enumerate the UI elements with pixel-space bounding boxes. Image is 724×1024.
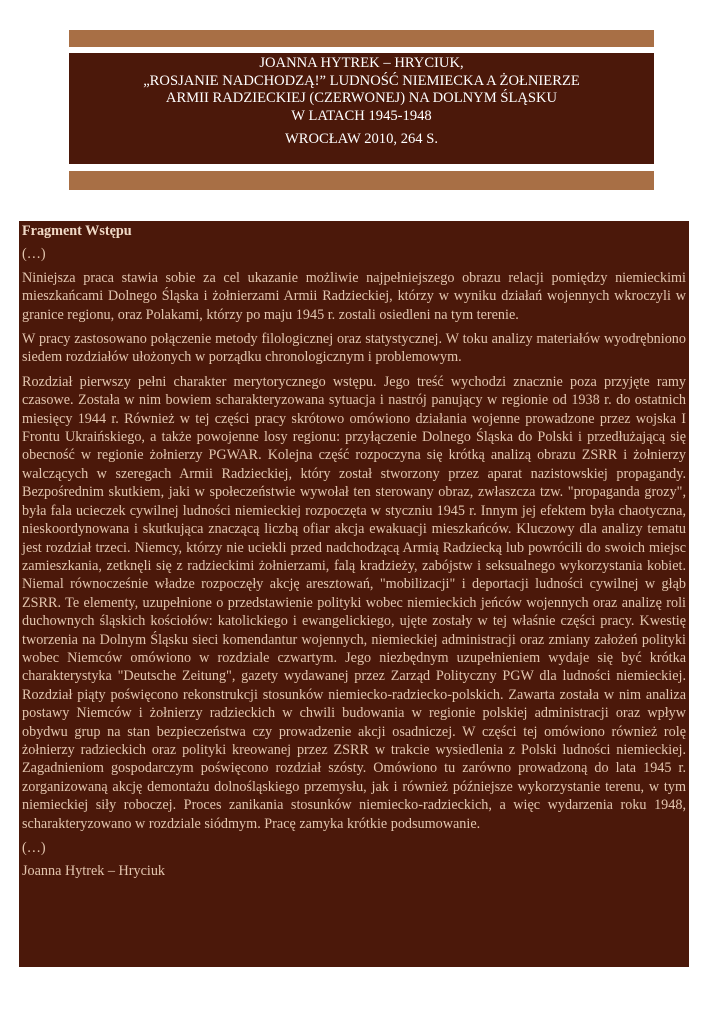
author-signature: Joanna Hytrek – Hryciuk — [22, 863, 166, 880]
bottom-decorative-band — [69, 171, 654, 190]
publication-info: WROCŁAW 2010, 264 S. — [284, 131, 438, 148]
book-title-line-2: ARMII RADZIECKIEJ (CZERWONEJ) NA DOLNYM ŚLĄSKU — [165, 90, 558, 107]
book-title-line-3: W LATACH 1945-1948 — [291, 107, 432, 124]
author-title-line: JOANNA HYTREK – HRYCIUK, — [259, 55, 464, 71]
ellipsis-start: (…) — [22, 246, 46, 263]
excerpt-box — [19, 221, 689, 967]
title-header — [69, 53, 654, 164]
section-heading: Fragment Wstępu — [22, 223, 132, 239]
top-decorative-band — [69, 30, 654, 47]
book-title-line-1: „ROSJANIE NADCHODZĄ!” LUDNOŚĆ NIEMIECKA A ŻOŁNIERZE — [143, 72, 580, 89]
paragraph-2: W pracy zastosowano połączenie metody filologicznej oraz statystycznej. W toku analizy materiałów wyodrębniono siedem rozdziałów ułożonych w porządku chronologicznym i problemowym. — [22, 331, 686, 366]
ellipsis-end: (…) — [22, 840, 46, 856]
paragraph-1: Niniejsza praca stawia sobie za cel ukazanie możliwie najpełniejszego obrazu relacji pomiędzy niemieckimi mieszkańcami Dolnego Śląska i żołnierzami Armii Radzieckiej, którzy w wyniku działań wojennych wkroczyli w granice regionu, oraz Polakami, którzy po maju 1945 r. zostali osiedleni na tym terenie. — [22, 269, 686, 323]
paragraph-3: Rozdział pierwszy pełni charakter merytorycznego wstępu. Jego treść wychodzi znacznie poza przyjęte ramy czasowe. Została w nim bowiem scharakteryzowana sytuacja i nastrój panujący w regionie od 1938 r. do ostatnich miesięcy 1944 r. Również w tej części pracy skrótowo omówiono działania wojenne prowadzone przez wojska I Frontu Ukraińskiego, a także powojenne losy regionu: przyłączenie Dolnego Śląska do Polski i przedłużającą się obecność w regionie żołnierzy PGWAR. Kolejna część rozpoczyna się krótką analizą obrazu ZSRR i żołnierzy walczących w szeregach Armii Radzieckiej, który został stworzony przez aparat nazistowskiej propagandy. Bezpośrednim skutkiem, jaki w społeczeństwie wywołał ten sterowany obraz, zwłaszcza tzw. "propaganda grozy", była fala ucieczek cywilnej ludności niemieckiej rozpoczęta w styczniu 1945 r. Innym jej efektem była chaotyczna, nieskoordynowana i skutkująca znaczącą liczbą ofiar akcja ewakuacji mieszkańców. Kluczowy dla analizy tematu jest rozdział trzeci. Niemcy, którzy nie uciekli przed nadchodzącą Armią Radziecką lub powrócili do swoich miejsc zamieszkania, zetknęli się z radzieckimi żołnierzami, falą kradzieży, zabójstw i seksualnego wykorzystania kobiet. Niemal równocześnie władze rozpoczęły akcję aresztowań, "mobilizacji" i deportacji ludności cywilnej w głąb ZSRR. Te elementy, uzupełnione o przedstawienie polityki wobec niemieckich jeńców wojennych oraz analizę roli duchownych śląskich kościołów: katolickiego i ewangelickiego, ujęte zostały w tej właśnie części pracy. Kwestię tworzenia na Dolnym Śląsku sieci komendantur wojennych, niemieckiej administracji oraz zmiany założeń polityki wobec Niemców omówiono w rozdziale czwartym. Jego niezbędnym uzupełnieniem wydaje się być krótka charakterystyka "Deutsche Zeitung", gazety wydawanej przez Zarząd Polityczny PGW dla ludności niemieckiej. Rozdział piąty poświęcono rekonstrukcji stosunków niemiecko-radziecko-polskich. Zawarta została w nim analiza postawy Niemców i żołnierzy radzieckich w chwili budowania w regionie polskiej administracji oraz wpływ obydwu grup na stan bezpieczeństwa czy prowadzenie akcji osadniczej. W części tej omówiono również rolę żołnierzy radzieckich oraz polityki kreowanej przez ZSRR w trakcie wysiedlenia z Polski ludności niemieckiej. Zagadnieniom gospodarczym poświęcono rozdział szósty. Omówiono tu zarówno prowadzoną do lata 1945 r. zorganizowaną akcję demontażu dolnośląskiego przemysłu, jak i również późniejsze wykorzystanie terenu, w tym niemieckiej siły roboczej. Proces zanikania stosunków niemiecko-radzieckich, a więc wydarzenia roku 1948, scharakteryzowano w rozdziale siódmym. Pracę zamyka krótkie podsumowanie. — [22, 373, 686, 832]
